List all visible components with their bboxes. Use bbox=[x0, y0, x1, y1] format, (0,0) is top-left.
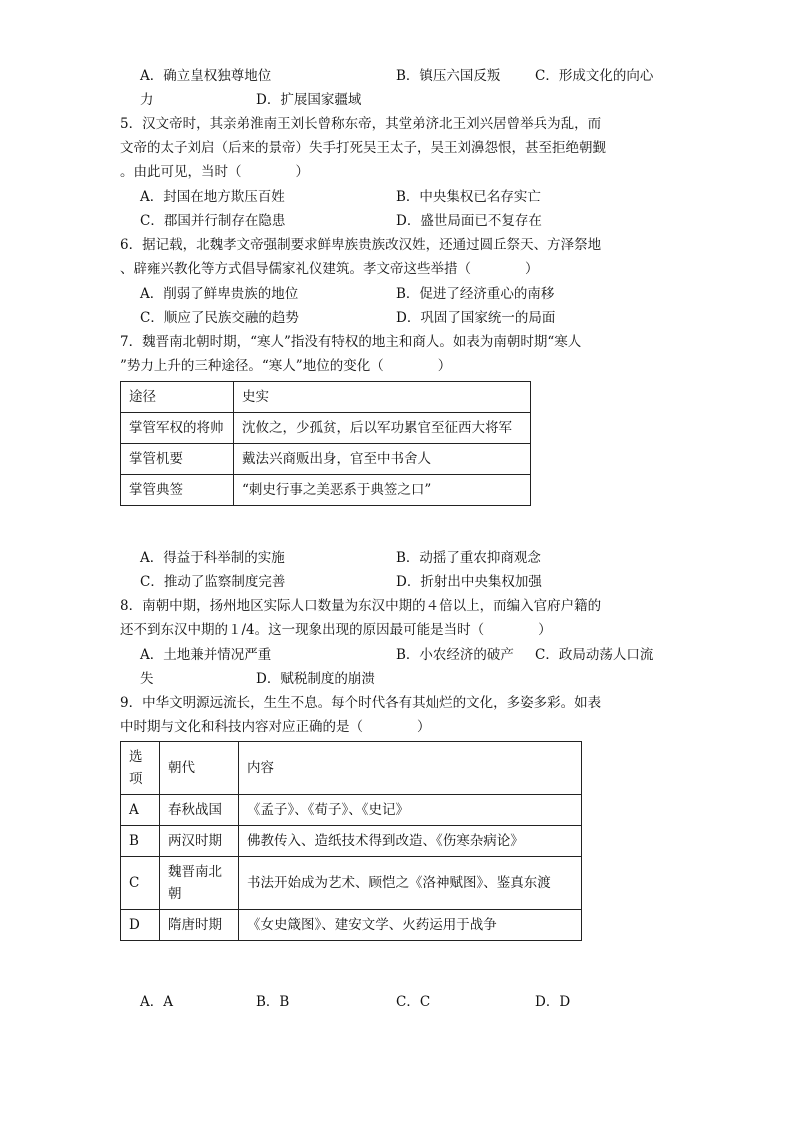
q7-option-c: C．推动了监察制度完善 bbox=[140, 574, 286, 590]
table-cell: C bbox=[121, 857, 160, 910]
table-header-cell: 途径 bbox=[121, 382, 234, 413]
table-row bbox=[121, 795, 582, 826]
table-cell: 隋唐时期 bbox=[160, 910, 239, 941]
q7-option-d: D．折射出中央集权加强 bbox=[396, 574, 542, 590]
table-cell: 掌管军权的将帅 bbox=[121, 413, 234, 444]
table-row bbox=[121, 826, 582, 857]
table-cell: D bbox=[121, 910, 160, 941]
table-cell: “刺史行事之美恶系于典签之口” bbox=[234, 475, 531, 506]
q6-option-b: B．促进了经济重心的南移 bbox=[396, 286, 555, 302]
table-cell: 沈攸之，少孤贫，后以军功累官至征西大将军 bbox=[234, 413, 531, 444]
table-cell: 两汉时期 bbox=[160, 826, 239, 857]
q6-stem-line2: 、辟雍兴教化等方式倡导儒家礼仪建筑。孝文帝这些举措（ ） bbox=[120, 261, 539, 277]
q5-stem-line2: 文帝的太子刘启（后来的景帝）失手打死吴王太子，吴王刘濞怨恨，甚至拒绝朝觐 bbox=[120, 140, 606, 156]
table-cell: 书法开始成为艺术、顾恺之《洛神赋图》、鉴真东渡 bbox=[239, 857, 582, 910]
q9-option-a: A．A bbox=[140, 994, 173, 1010]
q8-option-d: D．赋税制度的崩溃 bbox=[256, 671, 375, 687]
table-header-cell: 内容 bbox=[239, 742, 582, 795]
q7-stem-line1: 7．魏晋南北朝时期，“寒人”指没有特权的地主和商人。如表为南朝时期“寒人 bbox=[120, 334, 582, 350]
q6-option-c: C．顺应了民族交融的趋势 bbox=[140, 310, 299, 326]
table-cell: 《孟子》、《荀子》、《史记》 bbox=[239, 795, 582, 826]
table-row bbox=[121, 413, 531, 444]
table-cell: 掌管典签 bbox=[121, 475, 234, 506]
q5-option-d: D．盛世局面已不复存在 bbox=[396, 213, 542, 229]
table-cell: 佛教传入、造纸技术得到改造、《伤寒杂病论》 bbox=[239, 826, 582, 857]
q4-option-d: D．扩展国家疆域 bbox=[256, 92, 362, 108]
q5-option-c: C．郡国并行制存在隐患 bbox=[140, 213, 286, 229]
q7-option-b: B．动摇了重农抑商观念 bbox=[396, 550, 541, 566]
q8-stem-line1: 8．南朝中期，扬州地区实际人口数量为东汉中期的４倍以上，而编入官府户籍的 bbox=[120, 598, 602, 614]
table-row bbox=[121, 475, 531, 506]
q9-stem-line2: 中时期与文化和科技内容对应正确的是（ ） bbox=[120, 719, 431, 735]
q8-option-a: A．土地兼并情况严重 bbox=[140, 647, 272, 663]
q4-option-a: A．确立皇权独尊地位 bbox=[140, 68, 272, 84]
q6-stem-line1: 6．据记载，北魏孝文帝强制要求鲜卑族贵族改汉姓，还通过圆丘祭天、方泽祭地 bbox=[120, 237, 602, 253]
table-row bbox=[121, 857, 582, 910]
q7-table bbox=[120, 381, 531, 506]
table-cell: 魏晋南北朝 bbox=[160, 857, 239, 910]
q7-option-a: A．得益于科举制的实施 bbox=[140, 550, 285, 566]
table-cell: B bbox=[121, 826, 160, 857]
q9-stem-line1: 9．中华文明源远流长，生生不息。每个时代各有其灿烂的文化，多姿多彩。如表 bbox=[120, 695, 602, 711]
table-cell: 春秋战国 bbox=[160, 795, 239, 826]
q4-option-c: C．形成文化的向心 bbox=[535, 68, 654, 84]
q5-option-b: B．中央集权已名存实亡 bbox=[396, 189, 541, 205]
table-row bbox=[121, 444, 531, 475]
table-header-row bbox=[121, 742, 582, 795]
q6-option-a: A．削弱了鲜卑贵族的地位 bbox=[140, 286, 299, 302]
table-cell: 掌管机要 bbox=[121, 444, 234, 475]
table-cell: A bbox=[121, 795, 160, 826]
table-header-row bbox=[121, 382, 531, 413]
table-cell: 《女史箴图》、建安文学、火药运用于战争 bbox=[239, 910, 582, 941]
q9-option-c: C．C bbox=[396, 994, 431, 1010]
q7-stem-line2: ”势力上升的三种途径。“寒人”地位的变化（ ） bbox=[120, 358, 452, 374]
q9-option-d: D．D bbox=[535, 994, 571, 1010]
table-header-cell: 史实 bbox=[234, 382, 531, 413]
table-header-cell: 选项 bbox=[121, 742, 160, 795]
q5-option-a: A．封国在地方欺压百姓 bbox=[140, 189, 285, 205]
q9-option-b: B．B bbox=[256, 994, 290, 1010]
table-row bbox=[121, 910, 582, 941]
q4-option-c-wrap: 力 bbox=[140, 92, 154, 108]
q8-stem-line2: 还不到东汉中期的１/4。这一现象出现的原因最可能是当时（ ） bbox=[120, 622, 552, 638]
q8-option-c-wrap: 失 bbox=[140, 671, 154, 687]
q8-option-c: C．政局动荡人口流 bbox=[535, 647, 654, 663]
q5-stem-line3: 。由此可见，当时（ ） bbox=[120, 164, 309, 180]
q9-table bbox=[120, 741, 582, 941]
q4-option-b: B．镇压六国反叛 bbox=[396, 68, 501, 84]
q8-option-b: B．小农经济的破产 bbox=[396, 647, 514, 663]
q5-stem-line1: 5．汉文帝时，其亲弟淮南王刘长曾称东帝，其堂弟济北王刘兴居曾举兵为乱，而 bbox=[120, 116, 602, 132]
table-cell: 戴法兴商贩出身，官至中书舍人 bbox=[234, 444, 531, 475]
table-header-cell: 朝代 bbox=[160, 742, 239, 795]
q6-option-d: D．巩固了国家统一的局面 bbox=[396, 310, 556, 326]
